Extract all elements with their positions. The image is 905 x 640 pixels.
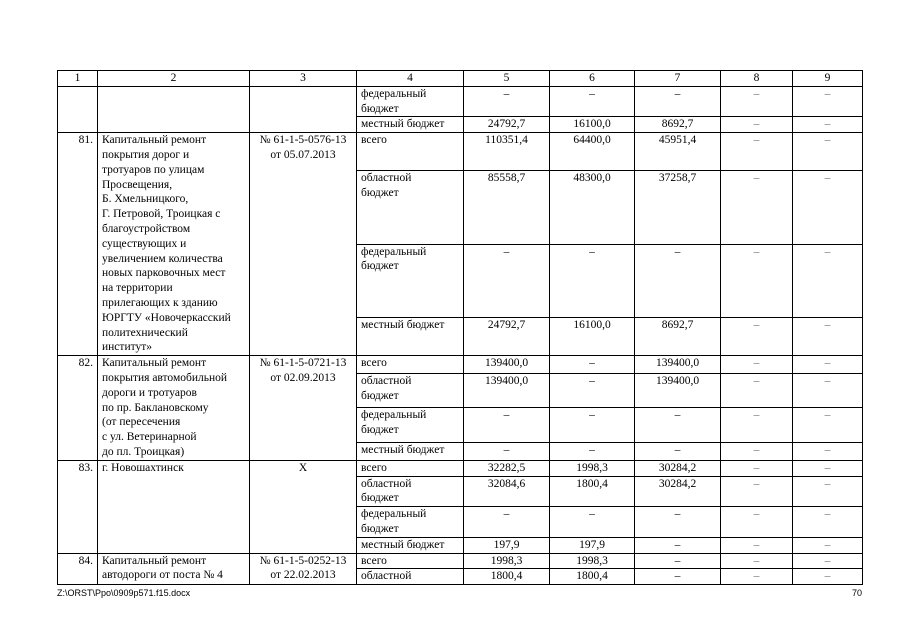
value-col-9: –: [793, 356, 863, 374]
value-col-8: –: [721, 133, 793, 171]
value-col-8: –: [721, 117, 793, 133]
value-col-6: 16100,0: [550, 117, 635, 133]
value-col-9: –: [793, 569, 863, 585]
text-line: Капитальный ремонт: [102, 554, 207, 567]
text-line: бюджет: [361, 389, 399, 402]
value-col-7: –: [635, 86, 721, 117]
value-col-9: –: [793, 476, 863, 507]
funding-source: [357, 537, 464, 553]
value-col-6: 1998,3: [550, 553, 635, 569]
value-col-5: 139400,0: [464, 356, 550, 374]
value-col-6: 64400,0: [550, 133, 635, 171]
value-col-7: –: [635, 507, 721, 538]
page-footer: [57, 588, 862, 598]
text-line: местный бюджет: [361, 319, 445, 332]
text-line: от 02.09.2013: [270, 371, 336, 384]
value-col-5: 32282,5: [464, 460, 550, 476]
text-line: ЮРГТУ «Новочеркасский: [102, 311, 231, 324]
text-line: до пл. Троицкая): [102, 445, 185, 458]
funding-source: [357, 318, 464, 356]
column-number-1: 1: [58, 71, 98, 87]
text-line: от 05.07.2013: [270, 148, 336, 161]
value-col-9: –: [793, 86, 863, 117]
text-line: областной: [361, 172, 412, 185]
text-line: автодороги от поста № 4: [102, 569, 223, 582]
funding-source: [357, 373, 464, 407]
table-row: [58, 460, 863, 476]
value-col-8: –: [721, 244, 793, 318]
table-row: [58, 553, 863, 569]
expertise-document: [250, 133, 357, 356]
header-row: [58, 71, 863, 87]
value-col-6: 1800,4: [550, 569, 635, 585]
value-col-9: –: [793, 460, 863, 476]
value-col-8: –: [721, 442, 793, 460]
value-col-7: 8692,7: [635, 117, 721, 133]
item-number: 83.: [58, 460, 98, 553]
text-line: федеральный: [361, 409, 427, 422]
item-number: 81.: [58, 133, 98, 356]
text-line: областной: [361, 477, 412, 490]
text-line: федеральный: [361, 87, 427, 100]
value-col-8: –: [721, 373, 793, 407]
expertise-document: [250, 86, 357, 132]
value-col-6: –: [550, 408, 635, 442]
text-line: Б. Хмельницкого,: [102, 193, 189, 206]
value-col-5: –: [464, 244, 550, 318]
text-line: бюджет: [361, 260, 399, 273]
value-col-5: 197,9: [464, 537, 550, 553]
item-number: 84.: [58, 553, 98, 585]
funding-source: [357, 507, 464, 538]
value-col-5: 32084,6: [464, 476, 550, 507]
value-col-9: –: [793, 117, 863, 133]
table-row: [58, 133, 863, 171]
value-col-5: 85558,7: [464, 171, 550, 245]
value-col-6: –: [550, 244, 635, 318]
expertise-document: [250, 553, 357, 585]
value-col-9: –: [793, 133, 863, 171]
text-line: по пр. Баклановскому: [102, 401, 209, 414]
value-col-5: –: [464, 507, 550, 538]
value-col-6: –: [550, 356, 635, 374]
value-col-6: –: [550, 507, 635, 538]
object-name: [98, 86, 250, 132]
object-name: [98, 553, 250, 585]
text-line: Просвещения,: [102, 178, 173, 191]
text-line: № 61-1-5-0252-13: [259, 554, 347, 567]
funding-source: [357, 460, 464, 476]
value-col-8: –: [721, 408, 793, 442]
value-col-8: –: [721, 171, 793, 245]
text-line: прилегающих к зданию: [102, 296, 218, 309]
text-line: бюджет: [361, 522, 399, 535]
text-line: на территории: [102, 282, 173, 295]
value-col-5: 139400,0: [464, 373, 550, 407]
value-col-6: 1800,4: [550, 476, 635, 507]
value-col-8: –: [721, 356, 793, 374]
value-col-9: –: [793, 553, 863, 569]
funding-source: [357, 117, 464, 133]
text-line: всего: [361, 134, 387, 147]
value-col-6: –: [550, 373, 635, 407]
value-col-8: –: [721, 569, 793, 585]
text-line: бюджет: [361, 424, 399, 437]
value-col-6: 197,9: [550, 537, 635, 553]
funding-source: [357, 476, 464, 507]
funding-source: [357, 356, 464, 374]
funding-source: [357, 553, 464, 569]
item-number: 82.: [58, 356, 98, 461]
text-line: местный бюджет: [361, 118, 445, 131]
value-col-8: –: [721, 476, 793, 507]
text-line: всего: [361, 554, 387, 567]
text-line: увеличением количества: [102, 252, 223, 265]
value-col-7: 45951,4: [635, 133, 721, 171]
value-col-7: –: [635, 442, 721, 460]
text-line: покрытия автомобильной: [102, 371, 228, 384]
text-line: Капитальный ремонт: [102, 357, 207, 370]
column-number-8: 8: [721, 71, 793, 87]
value-col-9: –: [793, 408, 863, 442]
value-col-5: –: [464, 408, 550, 442]
column-number-6: 6: [550, 71, 635, 87]
funding-source: [357, 171, 464, 245]
column-number-4: 4: [357, 71, 464, 87]
text-line: г. Новошахтинск: [102, 461, 184, 474]
page-number: 70: [851, 588, 862, 598]
value-col-8: –: [721, 318, 793, 356]
value-col-9: –: [793, 244, 863, 318]
value-col-9: –: [793, 171, 863, 245]
text-line: местный бюджет: [361, 443, 445, 456]
text-line: (от пересечения: [102, 416, 181, 429]
value-col-5: 24792,7: [464, 117, 550, 133]
text-line: всего: [361, 357, 387, 370]
funding-source: [357, 442, 464, 460]
value-col-7: 139400,0: [635, 356, 721, 374]
text-line: областной: [361, 374, 412, 387]
funding-source: [357, 408, 464, 442]
value-col-8: –: [721, 537, 793, 553]
funding-source: [357, 86, 464, 117]
value-col-6: 1998,3: [550, 460, 635, 476]
value-col-9: –: [793, 442, 863, 460]
value-col-8: –: [721, 507, 793, 538]
value-col-7: –: [635, 569, 721, 585]
text-line: от 22.02.2013: [270, 569, 336, 582]
value-col-7: –: [635, 244, 721, 318]
value-col-5: 1800,4: [464, 569, 550, 585]
text-line: местный бюджет: [361, 538, 445, 551]
text-line: федеральный: [361, 508, 427, 521]
value-col-8: –: [721, 460, 793, 476]
value-col-5: –: [464, 86, 550, 117]
funding-source: [357, 133, 464, 171]
text-line: бюджет: [361, 492, 399, 505]
value-col-6: –: [550, 442, 635, 460]
text-line: институт»: [102, 341, 152, 354]
value-col-5: 24792,7: [464, 318, 550, 356]
object-name: [98, 460, 250, 553]
text-line: благоустройством: [102, 222, 191, 235]
value-col-8: –: [721, 86, 793, 117]
text-line: новых парковочных мест: [102, 267, 226, 280]
column-number-3: 3: [250, 71, 357, 87]
value-col-7: 30284,2: [635, 460, 721, 476]
value-col-7: 37258,7: [635, 171, 721, 245]
text-line: политехнический: [102, 326, 188, 339]
item-number: [58, 86, 98, 132]
table-row: [58, 86, 863, 117]
object-name: [98, 133, 250, 356]
column-number-7: 7: [635, 71, 721, 87]
text-line: бюджет: [361, 186, 399, 199]
funding-source: [357, 244, 464, 318]
value-col-6: –: [550, 86, 635, 117]
value-col-9: –: [793, 373, 863, 407]
value-col-7: 8692,7: [635, 318, 721, 356]
text-line: Х: [298, 461, 308, 474]
file-path: Z:\ORST\Ppo\0909p571.f15.docx: [57, 588, 191, 598]
text-line: бюджет: [361, 102, 399, 115]
budget-table: [57, 70, 863, 585]
table-row: [58, 356, 863, 374]
value-col-7: 30284,2: [635, 476, 721, 507]
value-col-7: –: [635, 553, 721, 569]
column-number-2: 2: [98, 71, 250, 87]
value-col-5: 1998,3: [464, 553, 550, 569]
text-line: дороги и тротуаров: [102, 386, 197, 399]
text-line: с ул. Ветеринарной: [102, 431, 197, 444]
value-col-7: –: [635, 408, 721, 442]
text-line: покрытия дорог и: [102, 148, 190, 161]
text-line: № 61-1-5-0576-13: [259, 134, 347, 147]
funding-source: [357, 569, 464, 585]
value-col-9: –: [793, 318, 863, 356]
expertise-document: [250, 356, 357, 461]
text-line: Капитальный ремонт: [102, 134, 207, 147]
text-line: № 61-1-5-0721-13: [259, 357, 347, 370]
value-col-6: 48300,0: [550, 171, 635, 245]
text-line: тротуаров по улицам: [102, 163, 205, 176]
value-col-8: –: [721, 553, 793, 569]
text-line: федеральный: [361, 245, 427, 258]
expertise-document: [250, 460, 357, 553]
column-number-9: 9: [793, 71, 863, 87]
value-col-5: 110351,4: [464, 133, 550, 171]
object-name: [98, 356, 250, 461]
text-line: Г. Петровой, Троицкая с: [102, 208, 221, 221]
text-line: всего: [361, 461, 387, 474]
value-col-6: 16100,0: [550, 318, 635, 356]
value-col-9: –: [793, 507, 863, 538]
text-line: существующих и: [102, 237, 187, 250]
value-col-7: 139400,0: [635, 373, 721, 407]
value-col-5: –: [464, 442, 550, 460]
text-line: областной: [361, 570, 412, 583]
value-col-7: –: [635, 537, 721, 553]
column-number-5: 5: [464, 71, 550, 87]
value-col-9: –: [793, 537, 863, 553]
